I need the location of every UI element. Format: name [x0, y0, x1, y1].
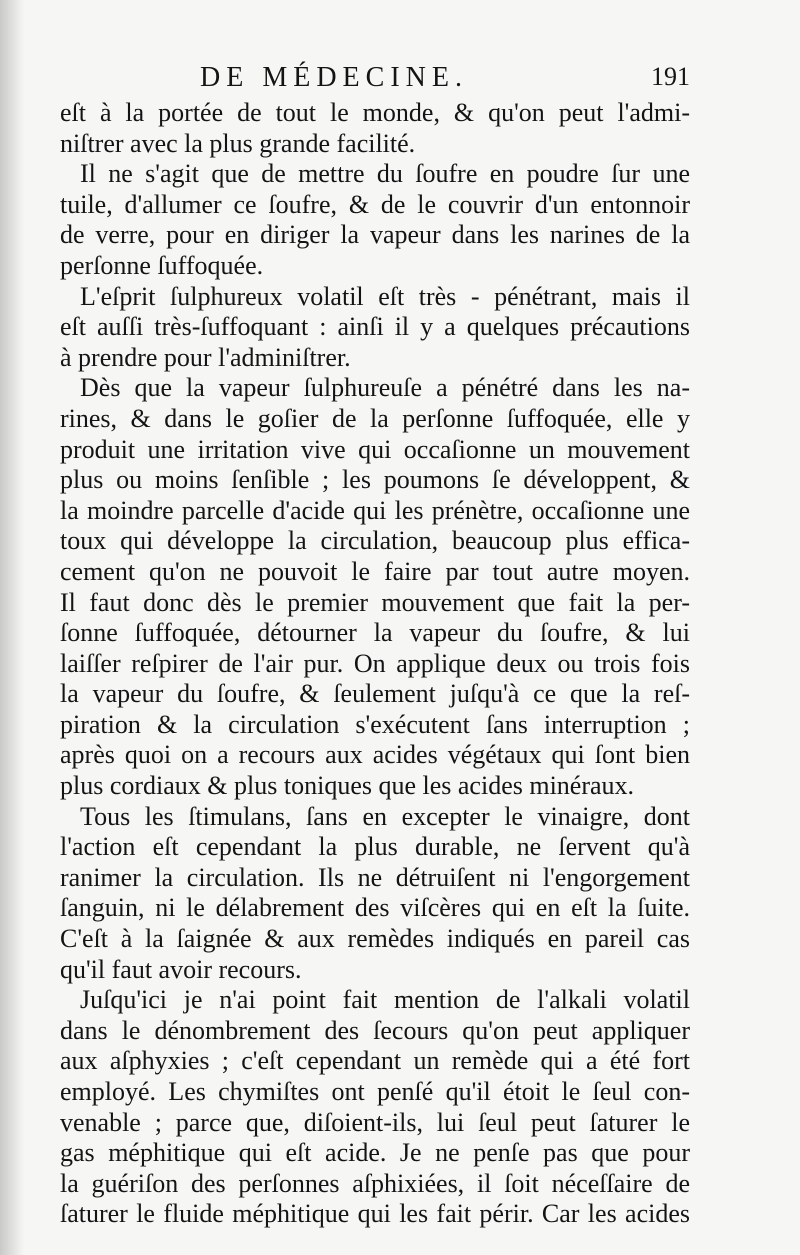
body-text — [60, 98, 690, 1230]
text-line: ſaturer le fluide méphitique qui les fait périr. Car les acides — [60, 1199, 690, 1229]
text-line: toux qui développe la circulation, beaucoup plus effica- — [60, 526, 690, 556]
text-line: cement qu'on ne pouvoit le faire par tout autre moyen. — [60, 556, 690, 586]
text-line: rines, & dans le goſier de la perſonne ſuffoquée, elle y — [60, 403, 690, 433]
text-line: aux aſphyxies ; c'eſt cependant un remède qui a été fort — [60, 1046, 690, 1076]
text-line: la guériſon des perſonnes aſphixiées, il ſoit néceſſaire de — [60, 1168, 690, 1198]
text-line: l'action eſt cependant la plus durable, ne ſervent qu'à — [60, 832, 690, 862]
text-line: niſtrer avec la plus grande facilité. — [60, 128, 416, 158]
text-line: piration & la circulation s'exécutent ſans interruption ; — [60, 709, 690, 739]
text-line: L'eſprit ſulphureux volatil eſt très - pénétrant, mais il — [80, 281, 690, 311]
text-line: gas méphitique qui eſt acide. Je ne penſe pas que pour — [60, 1138, 690, 1168]
text-line: laiſſer reſpirer de l'air pur. On applique deux ou trois fois — [60, 648, 690, 678]
text-line: ſonne ſuffoquée, détourner la vapeur du ſoufre, & lui — [60, 618, 690, 648]
page-number: 191 — [651, 62, 690, 91]
text-line: eſt à la portée de tout le monde, & qu'on peut l'admi- — [60, 98, 690, 127]
text-line: employé. Les chymiſtes ont penſé qu'il étoit le ſeul con- — [60, 1077, 690, 1106]
text-line: eſt auſſi très-ſuffoquant : ainſi il y a quelques précautions — [60, 312, 690, 342]
text-line: venable ; parce que, diſoient-ils, lui ſeul peut ſaturer le — [60, 1107, 690, 1137]
text-line: ranimer la circulation. Ils ne détruiſent ni l'engorgement — [60, 862, 690, 892]
text-line: plus ou moins ſenſible ; les poumons ſe développent, & — [60, 465, 690, 495]
text-line: qu'il faut avoir recours. — [60, 954, 302, 984]
text-line: Il ne s'agit que de mettre du ſoufre en poudre ſur une — [80, 159, 690, 189]
text-line: C'eſt à la ſaignée & aux remèdes indiqués en pareil cas — [60, 924, 690, 954]
text-line: ſanguin, ni le délabrement des viſcères qui en eſt la ſuite. — [60, 893, 690, 923]
text-line: de verre, pour en diriger la vapeur dans les narines de la — [60, 220, 690, 250]
text-line: perſonne ſuffoquée. — [60, 250, 264, 280]
text-line: Il faut donc dès le premier mouvement que fait la per- — [60, 587, 690, 617]
running-title: DE MÉDECINE. — [200, 62, 468, 93]
text-line: la moindre parcelle d'acide qui les prénètre, occaſionne une — [60, 495, 690, 525]
text-line: produit une irritation vive qui occaſionne un mouvement — [60, 434, 690, 464]
text-line: plus cordiaux & plus toniques que les acides minéraux. — [60, 771, 635, 801]
text-line: Tous les ſtimulans, ſans en excepter le vinaigre, dont — [80, 801, 690, 831]
binding-shadow — [0, 0, 24, 1255]
page-header — [60, 62, 690, 96]
text-line: Dès que la vapeur ſulphureuſe a pénétré dans les na- — [80, 373, 690, 403]
text-line: la vapeur du ſoufre, & ſeulement juſqu'à ce que la reſ- — [60, 679, 690, 709]
text-line: à prendre pour l'adminiſtrer. — [60, 342, 351, 372]
text-line: dans le dénombrement des ſecours qu'on peut appliquer — [60, 1015, 690, 1045]
text-line: après quoi on a recours aux acides végétaux qui ſont bien — [60, 740, 690, 770]
text-line: Juſqu'ici je n'ai point fait mention de l'alkali volatil — [80, 985, 690, 1015]
text-line: tuile, d'allumer ce ſoufre, & de le couvrir d'un entonnoir — [60, 189, 690, 219]
